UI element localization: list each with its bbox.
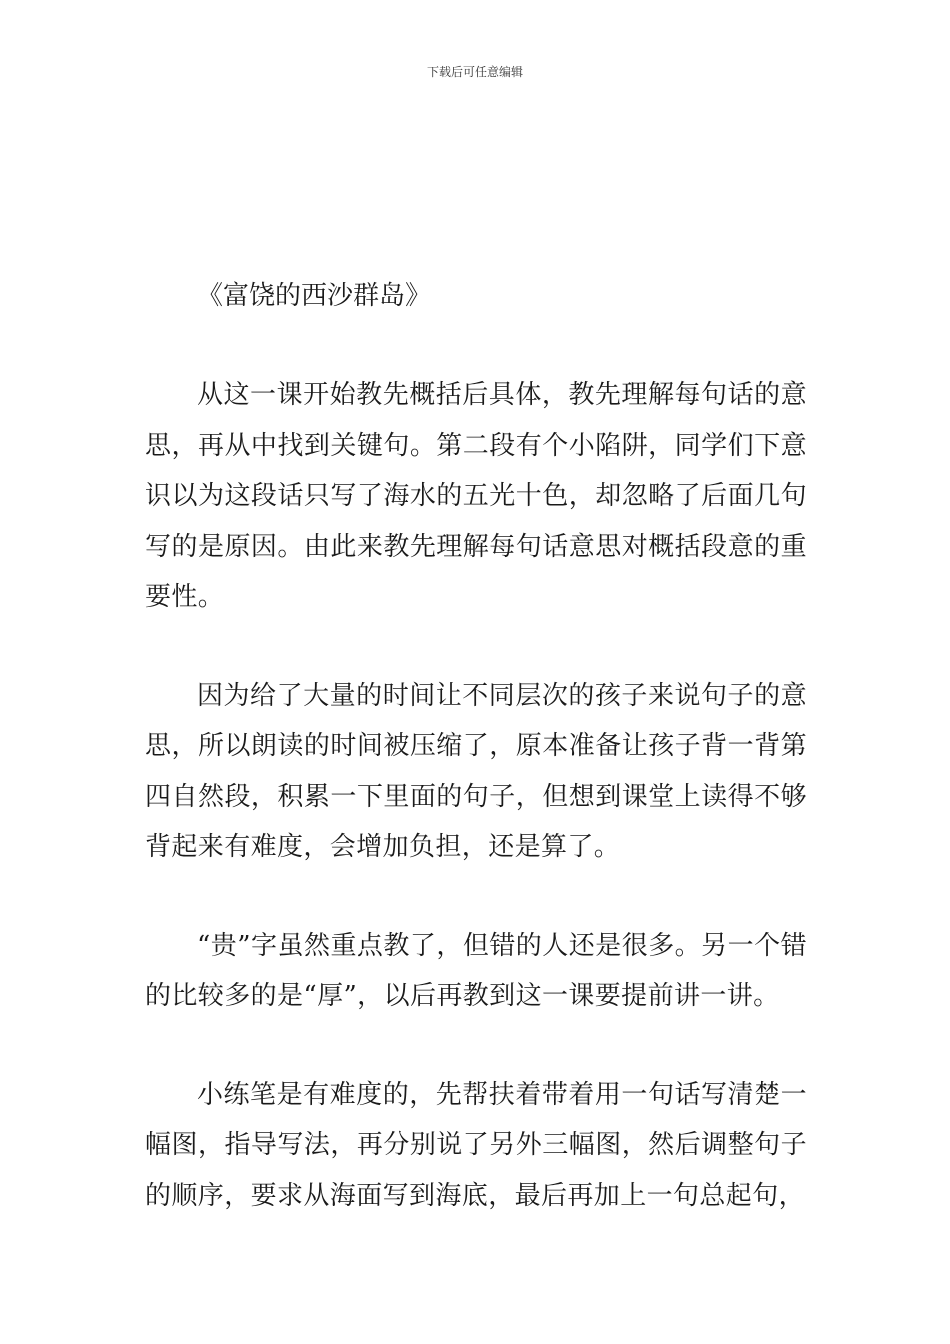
header-note: 下载后可任意编辑 bbox=[426, 65, 523, 79]
paragraph-3: “贵”字虽然重点教了，但错的人还是很多。另一个错的比较多的是“厚”，以后再教到这一课要提前讲一讲。 bbox=[145, 930, 807, 1011]
paragraph-2: 因为给了大量的时间让不同层次的孩子来说句子的意思，所以朗读的时间被压缩了，原本准备让孩子背一背第四自然段，积累一下里面的句子，但想到课堂上读得不够背起来有难度，会增加负担，还是算了。 bbox=[145, 680, 807, 862]
document-body bbox=[145, 270, 807, 1221]
document-title: 《富饶的西沙群岛》 bbox=[197, 281, 432, 311]
paragraph-4: 小练笔是有难度的，先帮扶着带着用一句话写清楚一幅图，指导写法，再分别说了另外三幅图，然后调整句子的顺序，要求从海面写到海底，最后再加上一句总起句， bbox=[145, 1079, 807, 1211]
paragraph-1: 从这一课开始教先概括后具体，教先理解每句话的意思，再从中找到关键句。第二段有个小陷阱，同学们下意识以为这段话只写了海水的五光十色，却忽略了后面几句写的是原因。由此来教先理解每句话意思对概括段意的重要性。 bbox=[145, 380, 807, 612]
